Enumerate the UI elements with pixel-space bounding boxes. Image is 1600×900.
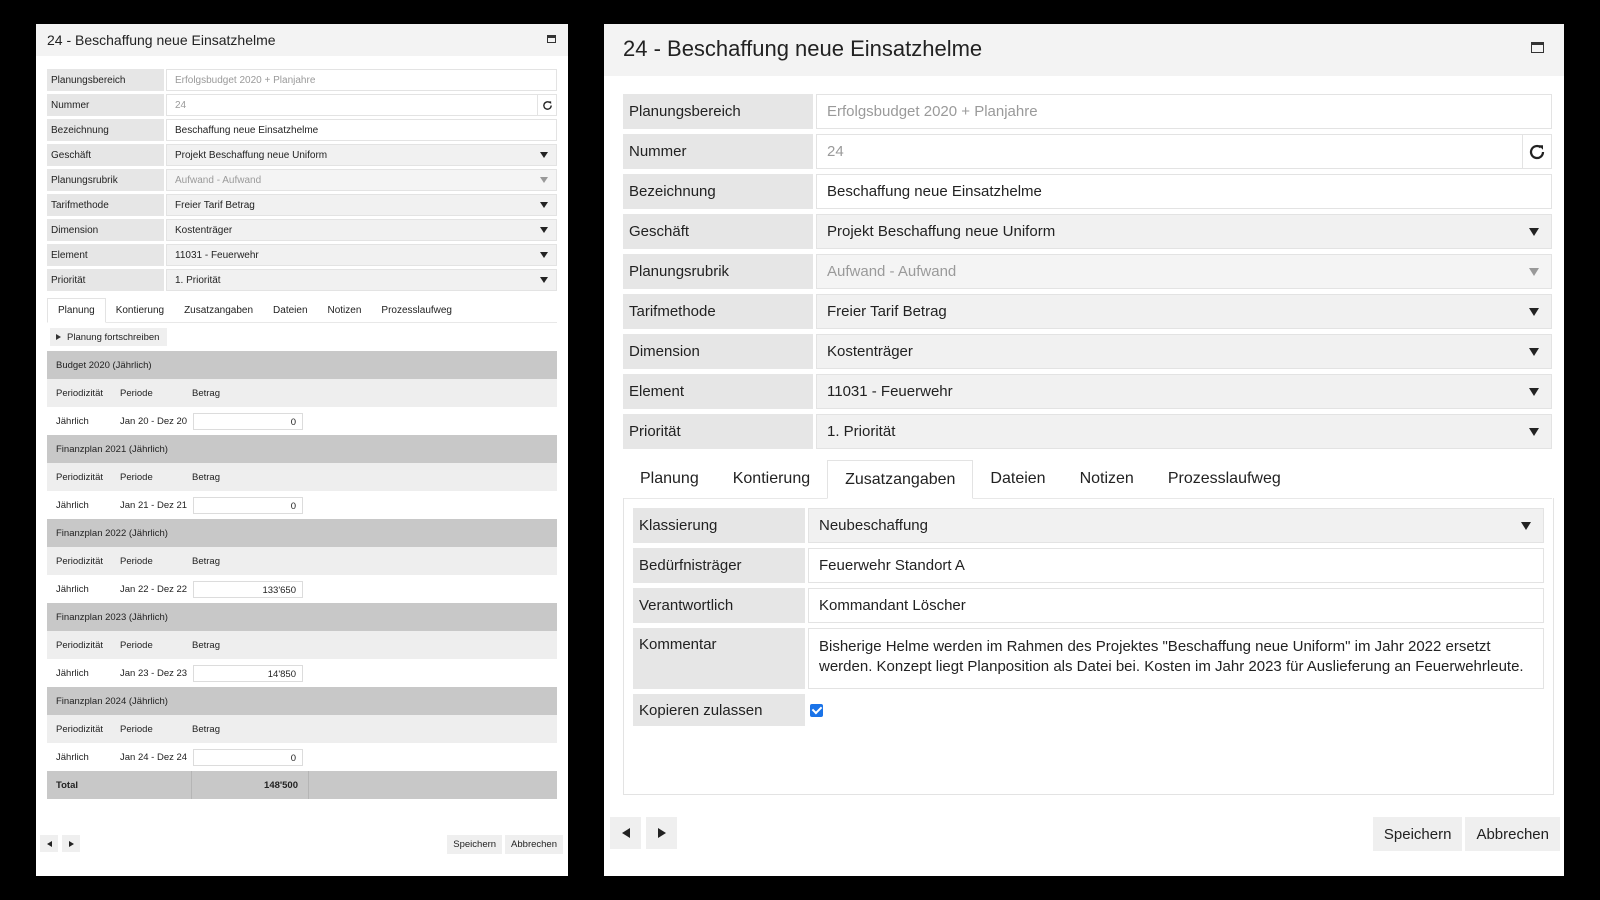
zusatzangaben-panel xyxy=(623,498,1554,795)
field-planungsrubrik xyxy=(47,169,557,191)
record-navigation xyxy=(610,817,682,849)
dialog-actions xyxy=(1370,817,1560,851)
next-record-button[interactable] xyxy=(646,817,677,849)
budget-section-header: Finanzplan 2021 (Jährlich) xyxy=(47,435,557,463)
column-header: Periode xyxy=(120,471,153,483)
column-headers xyxy=(47,463,557,491)
tab-prozesslaufweg[interactable]: Prozesslaufweg xyxy=(1167,470,1281,487)
column-header: Periode xyxy=(120,387,153,399)
planungsrubrik-select xyxy=(816,254,1552,289)
field-geschaeft xyxy=(623,214,1552,249)
dialog-planposition-zusatzangaben xyxy=(604,24,1564,876)
tab-kontierung[interactable]: Kontierung xyxy=(732,470,811,487)
betrag-cell xyxy=(192,749,310,766)
select-value: Projekt Beschaffung neue Uniform xyxy=(827,223,1056,240)
field-klassierung xyxy=(633,508,1544,543)
column-headers xyxy=(47,715,557,743)
field-nummer xyxy=(623,134,1552,169)
planungsbereich-field: Erfolgsbudget 2020 + Planjahre xyxy=(816,94,1552,129)
betrag-cell xyxy=(192,497,310,514)
periodizitaet-cell: Jährlich xyxy=(56,751,89,763)
button-label: Planung fortschreiben xyxy=(67,331,160,343)
periodizitaet-cell: Jährlich xyxy=(56,499,89,511)
field-label: Geschäft xyxy=(623,214,813,249)
chevron-down-icon xyxy=(1529,348,1539,356)
betrag-input[interactable]: 133'650 xyxy=(193,581,303,598)
column-header: Periodizität xyxy=(56,723,103,735)
chevron-down-icon xyxy=(540,177,548,183)
chevron-down-icon xyxy=(1529,308,1539,316)
field-label: Bezeichnung xyxy=(623,174,813,209)
field-nummer xyxy=(47,94,557,116)
chevron-down-icon xyxy=(1529,428,1539,436)
chevron-down-icon xyxy=(540,252,548,258)
select-value: Aufwand - Aufwand xyxy=(175,174,262,186)
chevron-down-icon xyxy=(1529,388,1539,396)
field-label: Planungsrubrik xyxy=(47,169,164,191)
periode-cell: Jan 21 - Dez 21 xyxy=(120,499,188,511)
dimension-select[interactable] xyxy=(816,334,1552,369)
column-headers xyxy=(47,631,557,659)
prev-arrow-icon xyxy=(47,841,52,847)
table-row xyxy=(47,407,557,435)
save-button[interactable]: Speichern xyxy=(1373,817,1463,851)
column-header: Betrag xyxy=(192,723,220,735)
field-prioritaet xyxy=(623,414,1552,449)
nummer-value: 24 xyxy=(175,99,187,111)
field-dimension xyxy=(623,334,1552,369)
next-arrow-icon xyxy=(658,828,666,838)
tab-bar xyxy=(623,460,1552,499)
dialog-title: 24 - Beschaffung neue Einsatzhelme xyxy=(47,32,276,48)
field-bezeichnung xyxy=(47,119,557,141)
column-header: Betrag xyxy=(192,471,220,483)
field-planungsbereich xyxy=(623,94,1552,129)
field-verantwortlich xyxy=(633,588,1544,623)
checkbox-wrapper xyxy=(808,694,823,726)
select-value: Projekt Beschaffung neue Uniform xyxy=(175,149,328,161)
periode-cell: Jan 20 - Dez 20 xyxy=(120,415,188,427)
budget-section-header: Finanzplan 2022 (Jährlich) xyxy=(47,519,557,547)
select-value: Freier Tarif Betrag xyxy=(827,303,947,320)
save-button[interactable]: Speichern xyxy=(447,835,502,854)
field-label: Nummer xyxy=(47,94,164,116)
total-row xyxy=(47,771,557,799)
betrag-input[interactable]: 0 xyxy=(193,413,303,430)
field-label: Planungsrubrik xyxy=(623,254,813,289)
field-label: Kommentar xyxy=(633,628,805,689)
maximize-icon[interactable] xyxy=(1531,42,1544,53)
prev-record-button[interactable] xyxy=(40,835,58,852)
field-label: Element xyxy=(623,374,813,409)
element-select[interactable] xyxy=(166,244,557,266)
table-row xyxy=(47,575,557,603)
total-label: Total xyxy=(47,771,192,799)
klassierung-select[interactable] xyxy=(808,508,1544,543)
table-row xyxy=(47,659,557,687)
column-header: Periodizität xyxy=(56,639,103,651)
field-label: Nummer xyxy=(623,134,813,169)
betrag-cell xyxy=(192,413,310,430)
betrag-input[interactable]: 0 xyxy=(193,749,303,766)
column-headers xyxy=(47,547,557,575)
select-value: 1. Priorität xyxy=(827,423,896,440)
chevron-down-icon xyxy=(540,152,548,158)
betrag-input[interactable]: 0 xyxy=(193,497,303,514)
tab-kontierung[interactable]: Kontierung xyxy=(115,304,165,316)
tab-planung[interactable]: Planung xyxy=(640,470,699,487)
select-value: Aufwand - Aufwand xyxy=(827,263,957,280)
field-label: Geschäft xyxy=(47,144,164,166)
field-geschaeft xyxy=(47,144,557,166)
field-label: Dimension xyxy=(47,219,164,241)
bezeichnung-input[interactable]: Beschaffung neue Einsatzhelme xyxy=(166,119,557,141)
main-form xyxy=(623,94,1552,454)
field-label: Verantwortlich xyxy=(633,588,805,623)
chevron-down-icon xyxy=(540,227,548,233)
main-form xyxy=(47,69,557,294)
periode-cell: Jan 24 - Dez 24 xyxy=(120,751,188,763)
planungsbereich-field: Erfolgsbudget 2020 + Planjahre xyxy=(166,69,557,91)
field-kopieren-zulassen xyxy=(633,694,1544,726)
prev-record-button[interactable] xyxy=(610,817,641,849)
refresh-icon[interactable] xyxy=(1522,135,1551,168)
field-label: Klassierung xyxy=(633,508,805,543)
field-tarifmethode xyxy=(47,194,557,216)
element-select[interactable] xyxy=(816,374,1552,409)
chevron-down-icon xyxy=(540,277,548,283)
select-value: Kostenträger xyxy=(827,343,913,360)
betrag-cell xyxy=(192,581,310,598)
budget-table xyxy=(47,351,557,799)
field-label: Priorität xyxy=(623,414,813,449)
dialog-actions xyxy=(444,835,563,854)
field-label: Tarifmethode xyxy=(623,294,813,329)
field-tarifmethode xyxy=(623,294,1552,329)
field-element xyxy=(47,244,557,266)
tab-planung[interactable]: Planung xyxy=(47,298,106,323)
next-record-button[interactable] xyxy=(62,835,80,852)
table-row xyxy=(47,743,557,771)
chevron-down-icon xyxy=(1529,228,1539,236)
field-label: Planungsbereich xyxy=(623,94,813,129)
chevron-down-icon xyxy=(1529,268,1539,276)
periodizitaet-cell: Jährlich xyxy=(56,415,89,427)
tab-zusatzangaben[interactable]: Zusatzangaben xyxy=(184,304,254,316)
play-icon xyxy=(56,334,61,340)
cancel-button[interactable]: Abbrechen xyxy=(1465,817,1560,851)
chevron-down-icon xyxy=(1521,522,1531,530)
field-label: Kopieren zulassen xyxy=(633,694,805,726)
cancel-button[interactable]: Abbrechen xyxy=(505,835,563,854)
refresh-icon[interactable] xyxy=(537,95,556,115)
field-beduerfnistraeger xyxy=(633,548,1544,583)
field-label: Dimension xyxy=(623,334,813,369)
periode-cell: Jan 22 - Dez 22 xyxy=(120,583,188,595)
column-header: Periodizität xyxy=(56,471,103,483)
column-header: Periodizität xyxy=(56,555,103,567)
dialog-planposition-planung xyxy=(36,24,568,876)
nummer-value: 24 xyxy=(827,143,844,160)
select-value: 11031 - Feuerwehr xyxy=(827,383,953,400)
planung-fortschreiben-button[interactable] xyxy=(50,328,167,346)
column-headers xyxy=(47,379,557,407)
field-dimension xyxy=(47,219,557,241)
tab-prozesslaufweg[interactable]: Prozesslaufweg xyxy=(381,304,452,316)
periodizitaet-cell: Jährlich xyxy=(56,583,89,595)
field-label: Bedürfnisträger xyxy=(633,548,805,583)
geschaeft-select[interactable] xyxy=(166,144,557,166)
field-bezeichnung xyxy=(623,174,1552,209)
budget-section-header: Finanzplan 2024 (Jährlich) xyxy=(47,687,557,715)
record-navigation xyxy=(40,835,84,852)
nummer-field xyxy=(166,94,557,116)
geschaeft-select[interactable] xyxy=(816,214,1552,249)
tab-dateien[interactable]: Dateien xyxy=(273,304,308,316)
field-planungsrubrik xyxy=(623,254,1552,289)
tarifmethode-select[interactable] xyxy=(816,294,1552,329)
column-header: Betrag xyxy=(192,555,220,567)
column-header: Betrag xyxy=(192,387,220,399)
field-planungsbereich xyxy=(47,69,557,91)
tab-bar xyxy=(47,298,557,323)
prioritaet-select[interactable] xyxy=(816,414,1552,449)
dialog-header xyxy=(604,24,1564,76)
select-value: Kostenträger xyxy=(175,224,233,236)
planungsrubrik-select xyxy=(166,169,557,191)
total-value: 148'500 xyxy=(192,771,309,799)
tab-zusatzangaben[interactable]: Zusatzangaben xyxy=(827,460,973,499)
prioritaet-select[interactable] xyxy=(166,269,557,291)
select-value: 11031 - Feuerwehr xyxy=(175,249,259,261)
field-label: Bezeichnung xyxy=(47,119,164,141)
tab-notizen[interactable]: Notizen xyxy=(1079,470,1134,487)
table-row xyxy=(47,491,557,519)
select-value: Freier Tarif Betrag xyxy=(175,199,255,211)
bezeichnung-input[interactable]: Beschaffung neue Einsatzhelme xyxy=(816,174,1552,209)
betrag-cell xyxy=(192,665,310,682)
select-value: Neubeschaffung xyxy=(819,517,928,534)
tab-notizen[interactable]: Notizen xyxy=(327,304,362,316)
column-header: Periode xyxy=(120,723,153,735)
nummer-field xyxy=(816,134,1552,169)
field-label: Priorität xyxy=(47,269,164,291)
next-arrow-icon xyxy=(69,841,74,847)
periode-cell: Jan 23 - Dez 23 xyxy=(120,667,188,679)
tarifmethode-select[interactable] xyxy=(166,194,557,216)
beduerfnistraeger-input[interactable]: Feuerwehr Standort A xyxy=(808,548,1544,583)
column-header: Periodizität xyxy=(56,387,103,399)
budget-section-header: Finanzplan 2023 (Jährlich) xyxy=(47,603,557,631)
maximize-icon[interactable] xyxy=(547,35,556,43)
column-header: Betrag xyxy=(192,639,220,651)
betrag-input[interactable]: 14'850 xyxy=(193,665,303,682)
dialog-header xyxy=(36,24,568,56)
select-value: 1. Priorität xyxy=(175,274,221,286)
kommentar-textarea[interactable]: Bisherige Helme werden im Rahmen des Projektes "Beschaffung neue Uniform" im Jahr 2022 ersetzt werden. Konzept liegt Planposition als Datei bei. Kosten im Jahr 2023 für Auslieferung an Feuerwehrleute. xyxy=(808,628,1544,689)
field-element xyxy=(623,374,1552,409)
column-header: Periode xyxy=(120,555,153,567)
column-header: Periode xyxy=(120,639,153,651)
field-label: Planungsbereich xyxy=(47,69,164,91)
dimension-select[interactable] xyxy=(166,219,557,241)
periodizitaet-cell: Jährlich xyxy=(56,667,89,679)
prev-arrow-icon xyxy=(622,828,630,838)
chevron-down-icon xyxy=(540,202,548,208)
verantwortlich-input[interactable]: Kommandant Löscher xyxy=(808,588,1544,623)
tab-dateien[interactable]: Dateien xyxy=(990,470,1046,487)
field-prioritaet xyxy=(47,269,557,291)
kopieren-zulassen-checkbox[interactable] xyxy=(810,704,823,717)
field-label: Tarifmethode xyxy=(47,194,164,216)
field-kommentar xyxy=(633,628,1544,689)
budget-section-header: Budget 2020 (Jährlich) xyxy=(47,351,557,379)
field-label: Element xyxy=(47,244,164,266)
dialog-title: 24 - Beschaffung neue Einsatzhelme xyxy=(623,36,983,61)
